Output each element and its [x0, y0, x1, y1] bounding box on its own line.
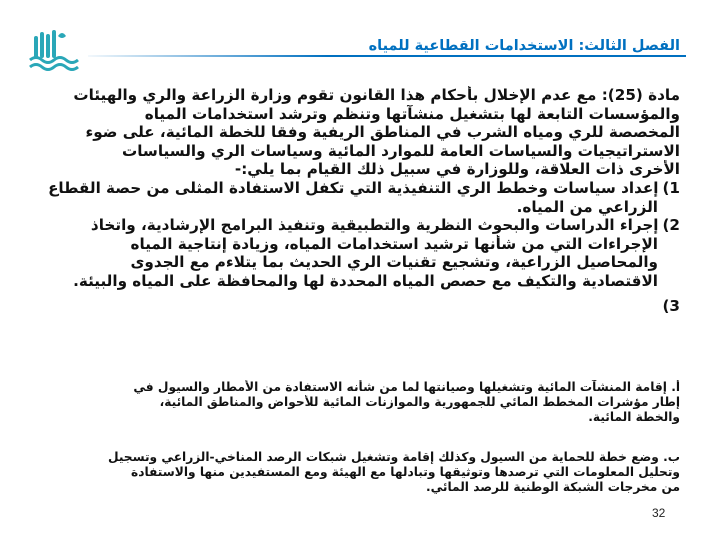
- subitem-line: أ. إقامة المنشآت المائية وتشغيلها وصيانتها لما من شأنه الاستفادة من الأمطار والسيول في: [133, 380, 680, 394]
- article-body: [40, 86, 680, 315]
- item-line: الإجراءات التي من شأنها ترشيد استخدامات المياه، وزيادة إنتاجية المياه: [130, 234, 658, 253]
- article-label: مادة (25):: [601, 86, 680, 104]
- item-line: إجراء الدراسات والبحوث النظرية والتطبيقية وتنفيذ البرامج الإرشادية، واتخاذ: [90, 216, 659, 235]
- subitem-line: من مخرجات الشبكة الوطنية للرصد المائي.: [425, 480, 680, 495]
- subitem-line: وتحليل المعلومات التي ترصدها وتوثيقها وتبادلها مع الهيئة ومع المستفيدين منها والاستفادة: [131, 465, 680, 480]
- chapter-title: الفصل الثالث: الاستخدامات القطاعية للمياه: [368, 38, 680, 54]
- subitem-line: والخطة المائية.: [588, 410, 680, 425]
- page-number: 32: [652, 506, 666, 520]
- list-item-3: [40, 297, 680, 316]
- article-line: مع عدم الإخلال بأحكام هذا القانون تقوم وزارة الزراعة والري والهيئات: [73, 86, 602, 104]
- article-line: الأخرى ذات العلاقة، وللوزارة في سبيل ذلك القيام بما يلي:-: [234, 160, 680, 179]
- subitem-b: [38, 450, 680, 496]
- article-line: الاستراتيجيات والسياسات العامة للموارد المائية وسياسات الري والسياسات: [121, 141, 680, 160]
- item-number: 2): [662, 216, 680, 235]
- item-line: والمحاصيل الزراعية، وتشجيع تقنيات الري الحديث بما يتلاءم مع الجدوى: [130, 253, 658, 272]
- article-line: المخصصة للري ومياه الشرب في المناطق الريفية وفقا للخطة المائية، على ضوء: [85, 123, 680, 142]
- subitem-a: [38, 380, 680, 426]
- list-item-1: [40, 179, 680, 198]
- water-authority-logo-icon: [26, 26, 82, 74]
- subitem-line: ب. وضع خطة للحماية من السيول وكذلك إقامة وتشغيل شبكات الرصد المناخي-الزراعي وتسجيل: [107, 450, 680, 464]
- item-number: 1): [662, 178, 680, 197]
- item-line: الزراعي من المياه.: [516, 197, 658, 216]
- article-first-line: [40, 86, 680, 105]
- article-line: والمؤسسات التابعة لها بتشغيل منشآتها وتنظم وترشد استخدامات المياه: [144, 104, 680, 123]
- subitem-line: إطار مؤشرات المخطط المائي للجمهورية والموازنات المائية للأحواض والمناطق المائية،: [159, 395, 680, 410]
- item-number: 3): [662, 296, 680, 315]
- item-line: الاقتصادية والتكيف مع حصص المياه المحددة لها والمحافظة على المياه والبيئة.: [73, 271, 658, 290]
- item-line: إعداد سياسات وخطط الري التنفيذية التي تكفل الاستفادة المثلى من حصة القطاع: [48, 178, 659, 197]
- list-item-2: [40, 216, 680, 235]
- header-divider: [88, 55, 686, 57]
